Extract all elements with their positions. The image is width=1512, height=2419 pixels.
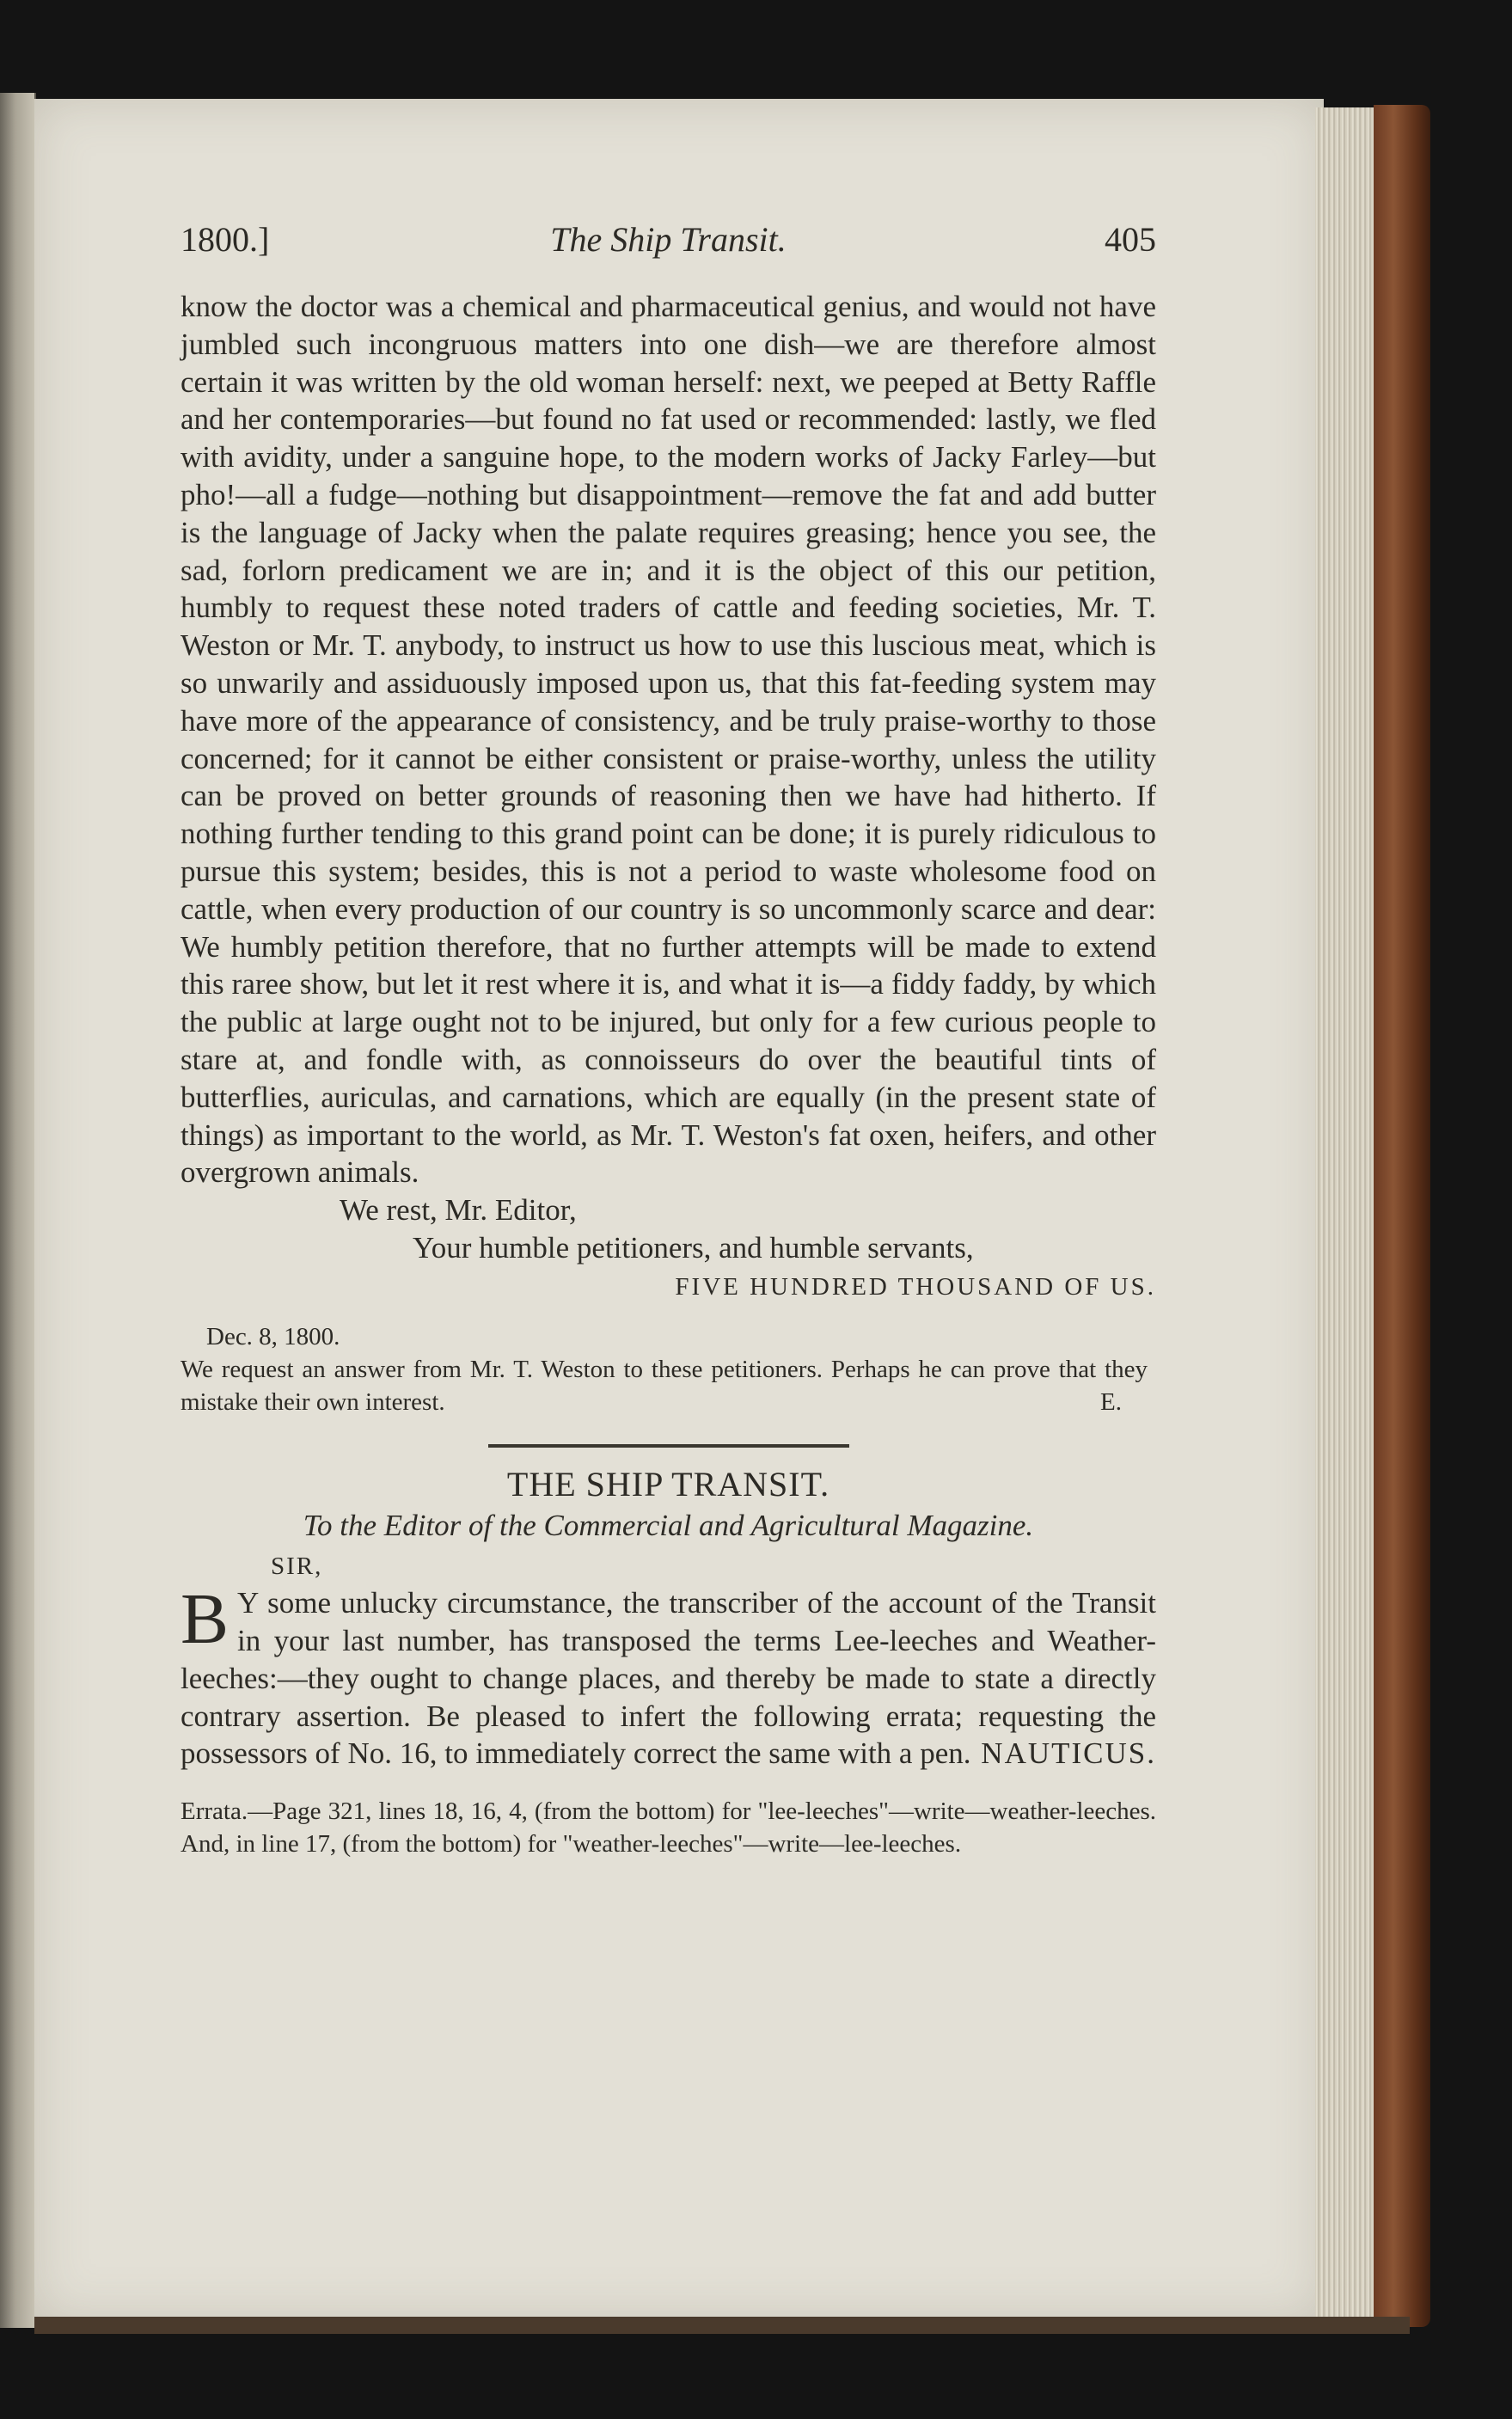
running-head-title: The Ship Transit.: [550, 220, 787, 259]
editor-note-date: Dec. 8, 1800.: [206, 1323, 340, 1351]
article-signature: NAUTICUS.: [981, 1736, 1156, 1771]
running-head-year: 1800.]: [181, 220, 270, 259]
page-number: 405: [1105, 220, 1156, 259]
closing-line-2: Your humble petitioners, and humble servants,: [413, 1231, 974, 1265]
drop-cap: B: [181, 1579, 230, 1660]
article-body: [181, 1579, 1156, 1773]
errata-note: Errata.—Page 321, lines 18, 16, 4, (from the bottom) for "lee-leeches"—write—weather-leeches. And, in line 17, (from the bottom) for "weather-leeches"—write—lee-leeches.: [181, 1797, 1156, 1859]
closing-line-1: We rest, Mr. Editor,: [340, 1193, 577, 1228]
editor-initial: E.: [1100, 1388, 1122, 1417]
article-subtitle: To the Editor of the Commercial and Agricultural Magazine.: [303, 1509, 1034, 1543]
petition-body: know the doctor was a chemical and pharmaceutical genius, and would not have jumbled such incongruous matters into one dish—we are therefore almost certain it was written by the old woman herself: next, we peeped at Betty Raffle and her contemporaries—but found no fat used or recommended: lastly, we fled with avidity, under a sanguine hope, to the modern works of Jacky Farley—but pho!—all a fudge—nothing but disappointment—remove the fat and add butter is the language of Jacky when the palate requires greasing; hence you see, the sad, forlorn predicament we are in; and it is the object of this our petition, humbly to request these noted traders of cattle and feeding societies, Mr. T. Weston or Mr. T. anybody, to instruct us how to use this luscious meat, which is so unwarily and assiduously imposed upon us, that this fat-feeding system may have more of the appearance of consistency, and be truly praise-worthy to those concerned; for it cannot be either consistent or praise-worthy, unless the utility can be proved on better grounds of reasoning then we have had hitherto. If nothing further tending to this grand point can be done; it is purely ridiculous to pursue this system; besides, this is not a period to waste wholesome food on cattle, when every production of our country is so uncommonly scarce and dear: We humbly petition therefore, that no further attempts will be made to extend this raree show, but let it rest where it is, and what it is—a fiddy faddy, by which the public at large ought not to be injured, but only for a few curious people to stare at, and fondle with, as connoisseurs do over the beautiful tints of butterflies, auriculas, and carnations, which are equally (in the present state of things) as important to the world, as Mr. T. Weston's fat oxen, heifers, and other overgrown animals.: [181, 290, 1156, 1190]
article-title: THE SHIP TRANSIT.: [506, 1465, 830, 1504]
book-bottom-board: [34, 2317, 1410, 2334]
editor-note: [181, 1320, 1156, 1418]
editor-note-body: We request an answer from Mr. T. Weston to these petitioners. Perhaps he can prove that they mistake their own interest.: [181, 1356, 1148, 1417]
editor-note-text: [181, 1353, 1156, 1418]
petition-closing: [181, 1191, 1156, 1267]
article-body-text: Y some unlucky circumstance, the transcriber of the account of the Transit in your last number, has transposed the terms Lee-leeches and Weather-leeches:—they ought to change places, and thereby be made to state a directly contrary assertion. Be pleased to infert the following errata; requesting the possessors of No. 16, to immediately correct the same with a pen.: [181, 1586, 1156, 1771]
page-fore-edge: [1315, 107, 1377, 2317]
petition-signature: FIVE HUNDRED THOUSAND OF US.: [675, 1273, 1156, 1301]
left-page-edge: [0, 93, 36, 2328]
salutation: SIR,: [271, 1552, 323, 1581]
book-cover-edge: [1374, 105, 1430, 2327]
running-head: [181, 219, 1156, 271]
section-divider: [488, 1444, 849, 1448]
page-content: [181, 219, 1156, 1860]
